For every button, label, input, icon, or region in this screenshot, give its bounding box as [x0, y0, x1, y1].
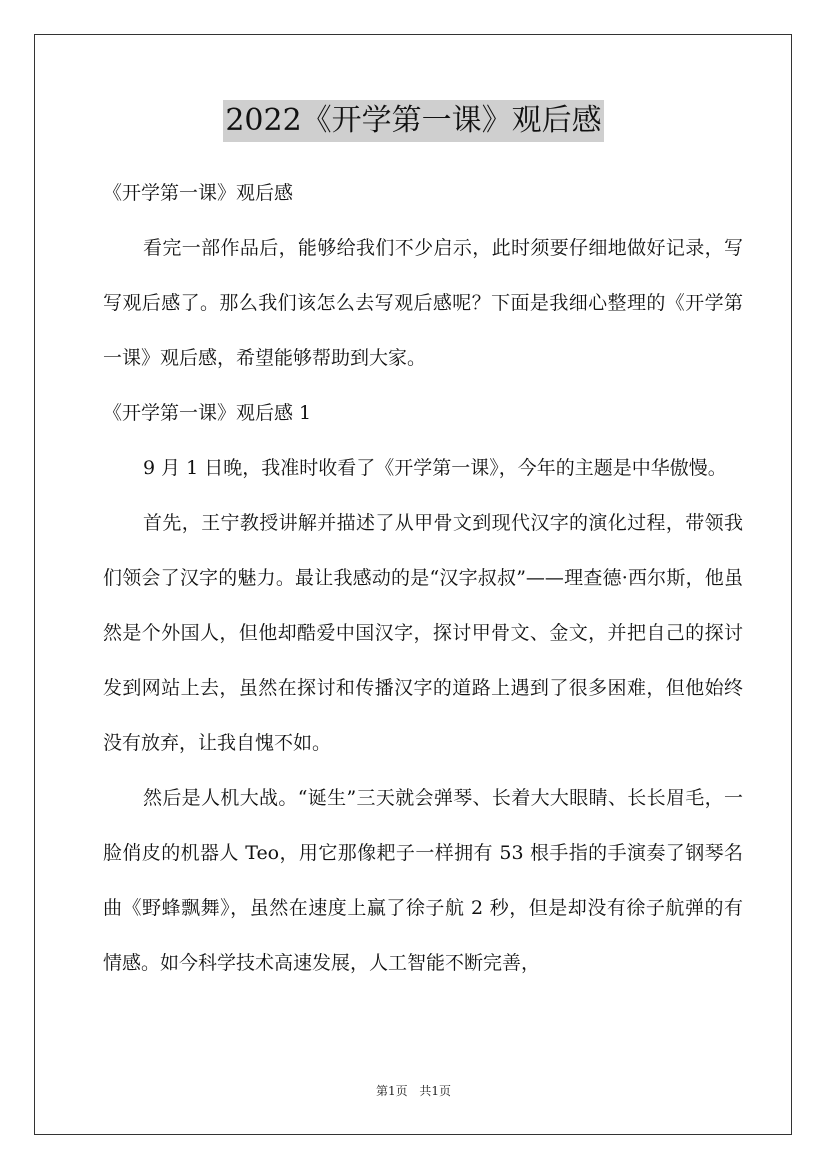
- intro-paragraph: 看完一部作品后，能够给我们不少启示，此时须要仔细地做好记录，写写观后感了。那么我们该怎么去写观后感呢？下面是我细心整理的《开学第一课》观后感，希望能够帮助到大家。: [103, 237, 743, 369]
- title-container: [0, 100, 827, 142]
- section-heading: 《开学第一课》观后感: [103, 182, 294, 204]
- page-number: 第1页: [375, 1084, 408, 1098]
- essay-heading: 《开学第一课》观后感 1: [103, 402, 312, 424]
- document-body: [103, 166, 743, 991]
- page-total: 共1页: [419, 1084, 452, 1098]
- document-title: 2022《开学第一课》观后感: [223, 100, 603, 142]
- body-paragraph: 首先，王宁教授讲解并描述了从甲骨文到现代汉字的演化过程，带领我们领会了汉字的魅力。最让我感动的是“汉字叔叔”——理查德·西尔斯，他虽然是个外国人，但他却酷爱中国汉字，探讨甲骨文、金文，并把自己的探讨发到网站上去，虽然在探讨和传播汉字的道路上遇到了很多困难，但他始终没有放弃，让我自愧不如。: [103, 512, 743, 754]
- body-paragraph: 然后是人机大战。“诞生”三天就会弹琴、长着大大眼睛、长长眉毛，一脸俏皮的机器人 Teo，用它那像耙子一样拥有 53 根手指的手演奏了钢琴名曲《野蜂飘舞》，虽然在速度上赢了徐子航 2 秒，但是却没有徐子航弹的有情感。如今科学技术高速发展，人工智能不断完善，: [103, 787, 743, 974]
- body-paragraph: 9 月 1 日晚，我准时收看了《开学第一课》，今年的主题是中华傲慢。: [143, 457, 727, 479]
- page-footer: [0, 1082, 827, 1099]
